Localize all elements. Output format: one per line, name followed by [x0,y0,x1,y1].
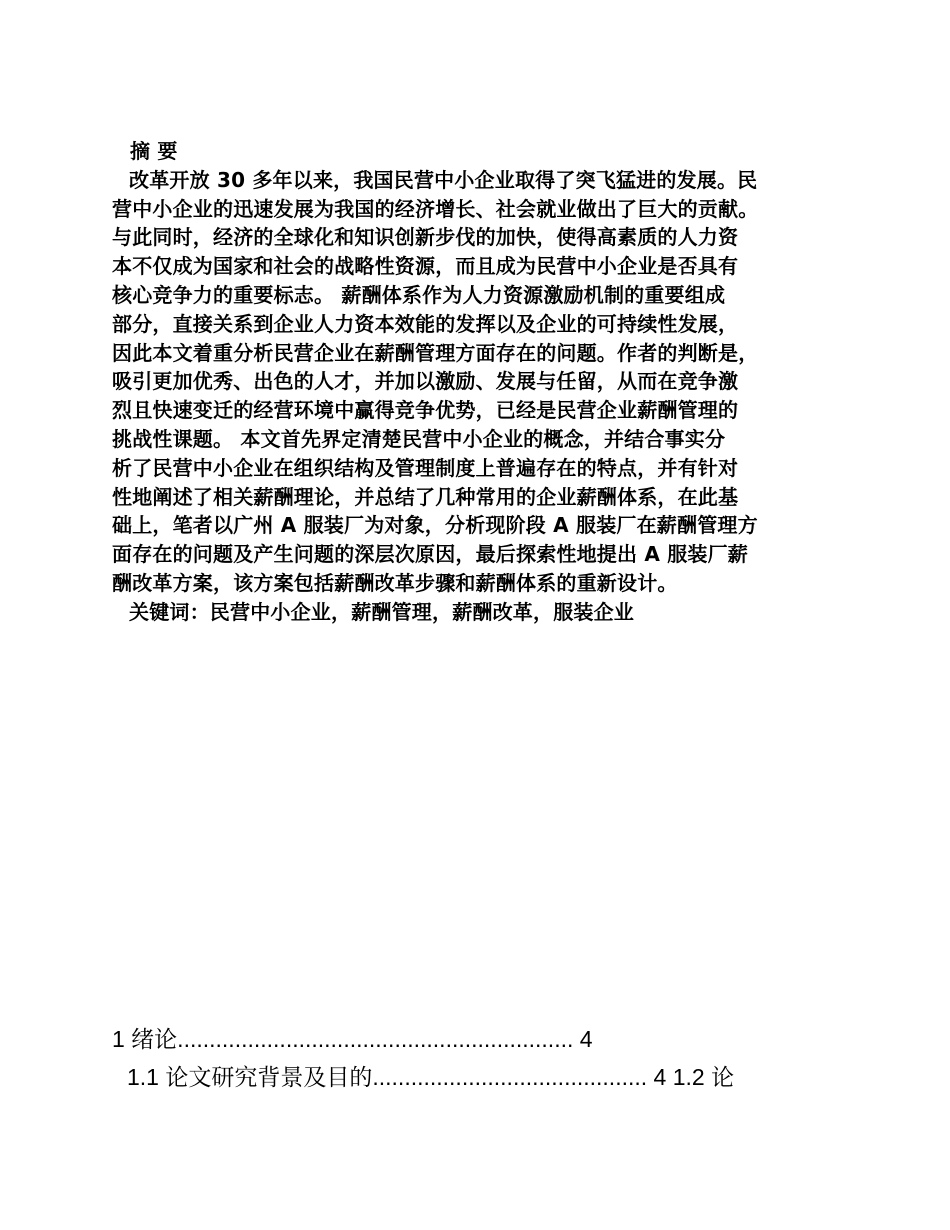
abstract-line: 吸引更加优秀、出色的人才，并加以激励、发展与任留，从而在竞争激 [112,369,739,394]
abstract-line: 面存在的问题及产生问题的深层次原因，最后探索性地提出 A 服装厂薪 [112,542,749,567]
abstract-line: 析了民营中小企业在组织结构及管理制度上普遍存在的特点，并有针对 [112,455,739,480]
abstract-line: 改革开放 30 多年以来，我国民营中小企业取得了突飞猛进的发展。民 [129,167,758,192]
abstract-line: 性地阐述了相关薪酬理论，并总结了几种常用的企业薪酬体系，在此基 [112,484,739,509]
abstract-line: 与此同时，经济的全球化和知识创新步伐的加快，使得高素质的人力资 [112,225,739,250]
table-of-contents [112,1020,852,1096]
abstract-line: 部分，直接关系到企业人力资本效能的发挥以及企业的可持续性发展， [112,311,739,336]
abstract-line: 本不仅成为国家和社会的战略性资源，而且成为民营中小企业是否具有 [112,254,739,279]
abstract-line: 础上，笔者以广州 A 服装厂为对象，分析现阶段 A 服装厂在薪酬管理方 [112,513,758,538]
toc-entry-1-1: 1.1 论文研究背景及目的........................................... 4 1.2 论 [127,1064,735,1090]
abstract-keywords: 关键词：民营中小企业，薪酬管理，薪酬改革，服装企业 [129,599,634,624]
abstract-line: 因此本文着重分析民营企业在薪酬管理方面存在的问题。作者的判断是， [112,340,759,365]
abstract-line: 挑战性课题。 本文首先界定清楚民营中小企业的概念，并结合事实分 [112,426,726,451]
abstract-line: 营中小企业的迅速发展为我国的经济增长、社会就业做出了巨大的贡献。 [112,196,759,221]
toc-entry-1: 1 绪论.............................................................. 4 [112,1026,593,1052]
abstract-section [112,137,852,627]
abstract-line: 烈且快速变迁的经营环境中赢得竞争优势，已经是民营企业薪酬管理的 [112,398,739,423]
abstract-heading: 摘 要 [130,139,178,163]
abstract-line: 核心竞争力的重要标志。 薪酬体系作为人力资源激励机制的重要组成 [112,282,726,307]
abstract-line: 酬改革方案，该方案包括薪酬改革步骤和薪酬体系的重新设计。 [112,570,678,595]
